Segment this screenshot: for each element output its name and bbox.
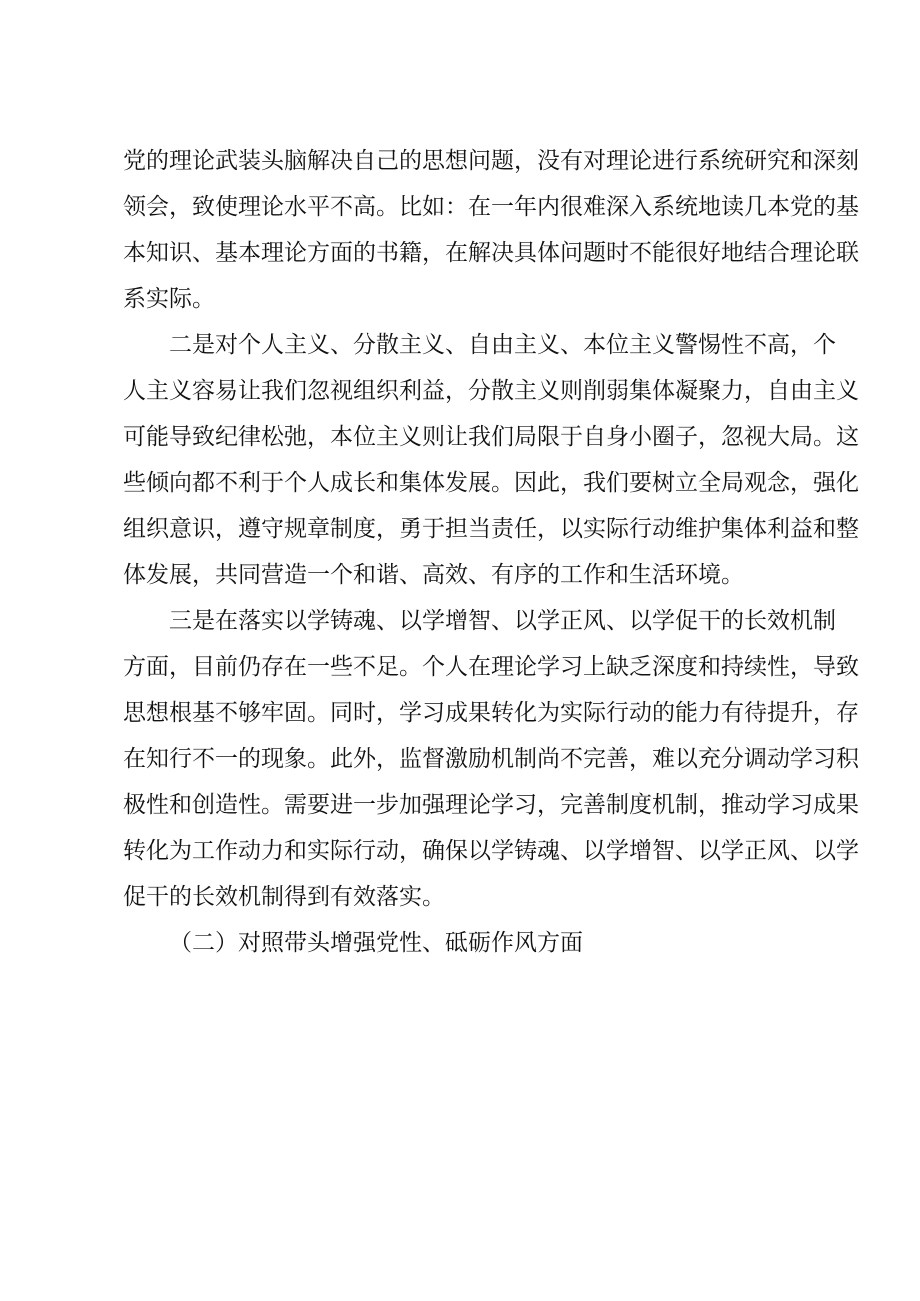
paragraph-line: 促干的长效机制得到有效落实。	[123, 884, 445, 910]
paragraph-line: 转化为工作动力和实际行动，确保以学铸魂、以学增智、以学正风、以学	[123, 838, 859, 864]
paragraph-line: 领会，致使理论水平不高。比如：在一年内很难深入系统地读几本党的基	[123, 194, 859, 220]
paragraph-line: 些倾向都不利于个人成长和集体发展。因此，我们要树立全局观念，强化	[123, 470, 859, 496]
paragraph-line: 体发展，共同营造一个和谐、高效、有序的工作和生活环境。	[123, 562, 744, 588]
paragraph-line: 思想根基不够牢固。同时，学习成果转化为实际行动的能力有待提升，存	[123, 700, 859, 726]
paragraph-line: 本知识、基本理论方面的书籍，在解决具体问题时不能很好地结合理论联	[123, 240, 859, 266]
paragraph-1	[123, 138, 859, 322]
paragraph-line: 方面，目前仍存在一些不足。个人在理论学习上缺乏深度和持续性，导致	[123, 654, 859, 680]
paragraph-3	[123, 598, 859, 920]
paragraph-line: 三是在落实以学铸魂、以学增智、以学正风、以学促干的长效机制	[169, 608, 836, 634]
paragraph-line: 极性和创造性。需要进一步加强理论学习，完善制度机制，推动学习成果	[123, 792, 859, 818]
paragraph-line: 二是对个人主义、分散主义、自由主义、本位主义警惕性不高，个	[169, 332, 836, 358]
section-heading: （二）对照带头增强党性、砥砺作风方面	[169, 930, 583, 956]
paragraph-line: 系实际。	[123, 286, 215, 312]
paragraph-line: 可能导致纪律松弛，本位主义则让我们局限于自身小圈子，忽视大局。这	[123, 424, 859, 450]
paragraph-line: 人主义容易让我们忽视组织利益，分散主义则削弱集体凝聚力，自由主义	[123, 378, 859, 404]
paragraph-line: 党的理论武装头脑解决自己的思想问题，没有对理论进行系统研究和深刻	[123, 148, 859, 174]
document-body	[123, 138, 859, 966]
paragraph-2	[123, 322, 859, 598]
paragraph-line: 在知行不一的现象。此外，监督激励机制尚不完善，难以充分调动学习积	[123, 746, 859, 772]
paragraph-line: 组织意识，遵守规章制度，勇于担当责任，以实际行动维护集体利益和整	[123, 516, 859, 542]
